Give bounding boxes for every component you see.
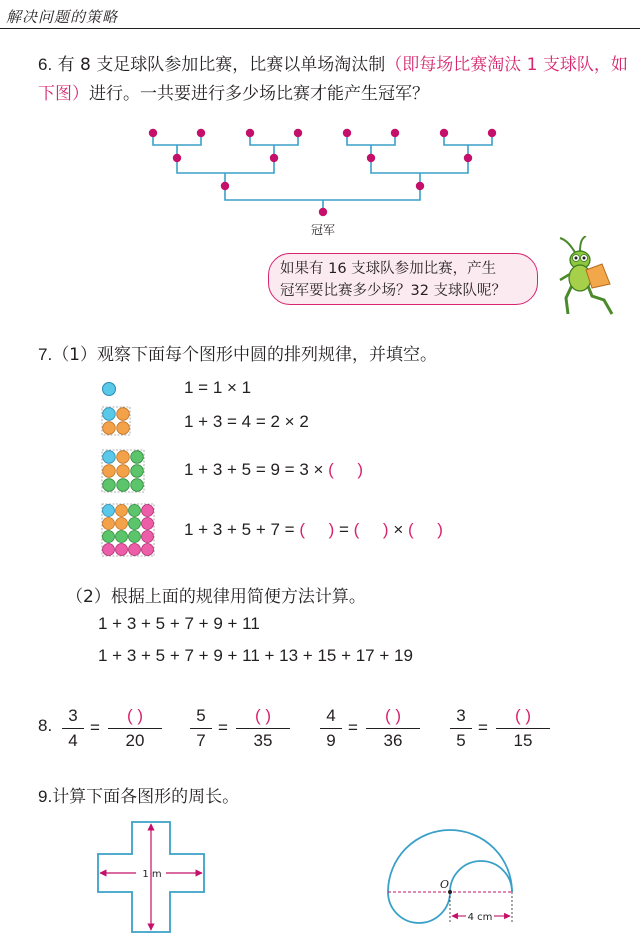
equation-4-eq: = bbox=[334, 520, 354, 539]
cross-figure bbox=[90, 816, 214, 938]
denominator: 35 bbox=[253, 731, 273, 750]
denominator: 9 bbox=[326, 731, 336, 750]
fraction-left-2 bbox=[190, 706, 212, 753]
denominator: 15 bbox=[513, 731, 533, 750]
blank-3[interactable]: ( ) bbox=[328, 460, 364, 479]
grasshopper-mascot-icon bbox=[546, 236, 622, 318]
q9-text: 计算下面各图形的周长。 bbox=[52, 787, 240, 807]
denominator: 5 bbox=[456, 731, 466, 750]
tournament-bracket bbox=[140, 118, 520, 242]
fraction-left-4 bbox=[450, 706, 472, 753]
question-6 bbox=[38, 50, 628, 109]
cross-dimension-label: 1 m bbox=[142, 869, 162, 880]
calc-expression-1: 1 + 3 + 5 + 7 + 9 + 11 bbox=[98, 614, 260, 633]
denominator: 36 bbox=[383, 731, 403, 750]
hint-line-1: 如果有 16 支球队参加比赛，产生 bbox=[280, 261, 497, 277]
equals-sign: = bbox=[348, 718, 358, 737]
header-rule bbox=[0, 28, 640, 29]
semicircle-figure bbox=[380, 818, 520, 940]
q7-part1-label: （1）观察下面每个图形中圆的排列规律，并填空。 bbox=[52, 345, 438, 365]
question-7-part-1 bbox=[38, 340, 437, 365]
answer-blank[interactable]: ( ) bbox=[514, 706, 532, 725]
denominator: 20 bbox=[125, 731, 145, 750]
q8-number: 8. bbox=[38, 716, 53, 735]
denominator: 4 bbox=[68, 731, 78, 750]
q9-number: 9. bbox=[38, 787, 53, 806]
fraction-left-3 bbox=[320, 706, 342, 753]
fraction-right-1 bbox=[108, 706, 162, 753]
equation-4-text: 1 + 3 + 5 + 7 = bbox=[184, 520, 300, 539]
numerator: 3 bbox=[456, 706, 466, 725]
numerator: 3 bbox=[68, 706, 78, 725]
hint-bubble-text bbox=[280, 258, 542, 302]
equation-3 bbox=[184, 460, 363, 480]
q7-number: 7. bbox=[38, 345, 53, 364]
blank-4c[interactable]: ( ) bbox=[407, 520, 443, 539]
circle-dimension-label: 4 cm bbox=[467, 912, 493, 923]
fraction-left-1 bbox=[62, 706, 84, 753]
fraction-right-2 bbox=[236, 706, 290, 753]
numerator: 4 bbox=[326, 706, 336, 725]
blank-4a[interactable]: ( ) bbox=[299, 520, 335, 539]
answer-blank[interactable]: ( ) bbox=[384, 706, 402, 725]
numerator: 5 bbox=[196, 706, 206, 725]
denominator: 7 bbox=[196, 731, 206, 750]
equation-4 bbox=[184, 520, 443, 540]
equation-4-times: × bbox=[388, 520, 408, 539]
blank-4b[interactable]: ( ) bbox=[353, 520, 389, 539]
equals-sign: = bbox=[478, 718, 488, 737]
equals-sign: = bbox=[90, 718, 100, 737]
answer-blank[interactable]: ( ) bbox=[254, 706, 272, 725]
q6-highlight: （即每场比赛淘汰 1 支球队，如下图） bbox=[38, 55, 628, 104]
section-title: 解决问题的策略 bbox=[6, 8, 119, 26]
q6-text-before: 有 8 支足球队参加比赛，比赛以单场淘汰制 bbox=[57, 55, 386, 75]
champion-label: 冠军 bbox=[310, 223, 336, 237]
calc-expression-2: 1 + 3 + 5 + 7 + 9 + 11 + 13 + 15 + 17 + 19 bbox=[98, 646, 413, 665]
center-label: O bbox=[440, 878, 450, 891]
hint-line-2: 冠军要比赛多少场？32 支球队呢？ bbox=[280, 283, 507, 299]
circle-pattern-figures bbox=[100, 380, 156, 560]
equation-2: 1 + 3 = 4 = 2 × 2 bbox=[184, 412, 309, 431]
question-7-part-2: （2）根据上面的规律用简便方法计算。 bbox=[66, 587, 366, 607]
equation-1: 1 = 1 × 1 bbox=[184, 378, 252, 397]
answer-blank[interactable]: ( ) bbox=[126, 706, 144, 725]
equation-3-text: 1 + 3 + 5 = 9 = 3 × bbox=[184, 460, 329, 479]
fraction-right-3 bbox=[366, 706, 420, 753]
q6-text-after: 进行。一共要进行多少场比赛才能产生冠军？ bbox=[89, 84, 429, 104]
q6-number: 6. bbox=[38, 55, 53, 74]
question-9 bbox=[38, 782, 239, 807]
fraction-right-4 bbox=[496, 706, 550, 753]
equals-sign: = bbox=[218, 718, 228, 737]
